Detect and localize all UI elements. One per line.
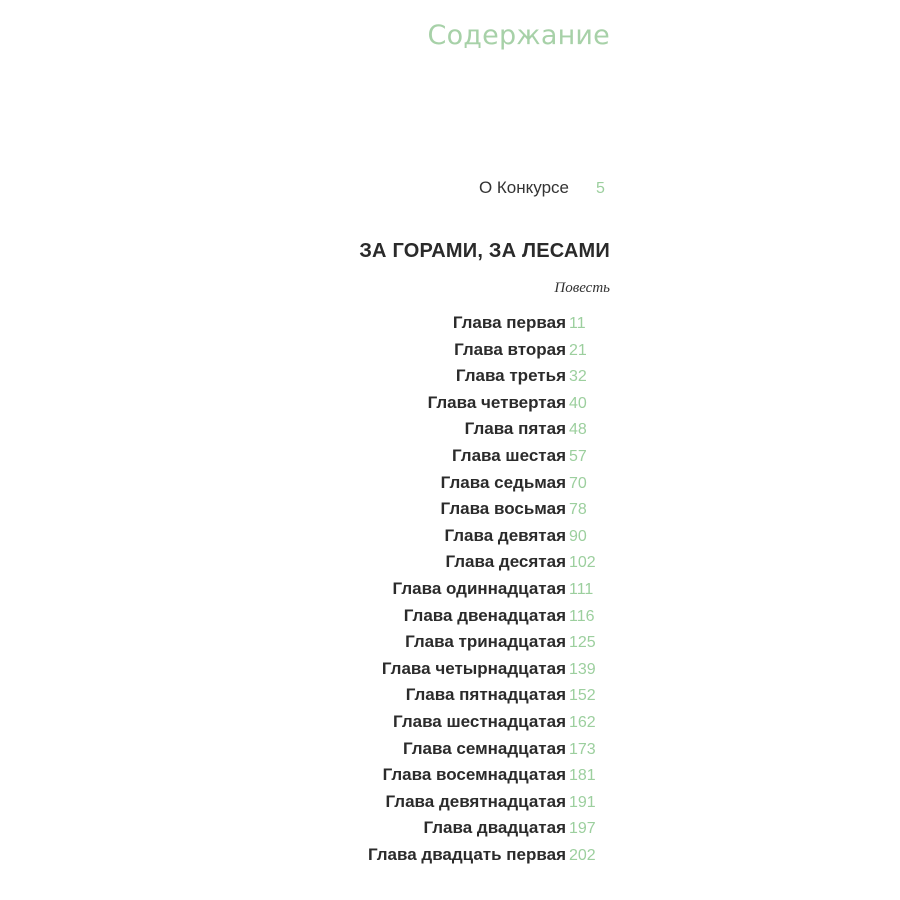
toc-entry <box>0 573 610 599</box>
toc-entry-page: 90 <box>569 527 587 545</box>
toc-entry-page: 202 <box>569 847 596 864</box>
toc-entry-page: 70 <box>569 474 587 492</box>
toc-entry-page: 111 <box>569 581 594 598</box>
toc-entry <box>0 307 610 333</box>
toc-entry-label: Глава восемнадцатая <box>382 765 566 785</box>
toc-entry <box>0 413 610 439</box>
toc-entry <box>0 679 610 705</box>
section-subtitle: Повесть <box>554 280 610 296</box>
toc-entry-intro <box>0 172 610 198</box>
toc-entry <box>0 360 610 386</box>
toc-entry-page: 191 <box>569 793 596 811</box>
toc-entry-page: 5 <box>596 180 605 197</box>
toc-entry-label: Глава седьмая <box>440 472 566 492</box>
toc-entry <box>0 334 610 360</box>
toc-entry <box>0 467 610 493</box>
toc-entry-page: 152 <box>569 687 596 705</box>
page-title: Содержание <box>427 20 610 51</box>
toc-entry <box>0 812 610 838</box>
toc-entry-label: Глава пятнадцатая <box>405 685 566 705</box>
toc-entry-label: Глава десятая <box>445 552 566 572</box>
toc-entry-page: 32 <box>569 368 587 386</box>
toc-entry-label: Глава пятая <box>464 419 566 439</box>
toc-entry <box>0 546 610 572</box>
toc-entry-label: Глава шестая <box>451 446 566 465</box>
toc-entry <box>0 387 610 413</box>
toc-entry <box>0 786 610 812</box>
toc-entry <box>0 440 610 466</box>
toc-entry-label: Глава семнадцатая <box>402 738 566 758</box>
toc-entry-page: 181 <box>569 767 596 785</box>
toc-entry <box>0 759 610 785</box>
toc-entry-page: 102 <box>569 554 596 572</box>
toc-entry-label: Глава третья <box>455 366 566 386</box>
toc-entry-page: 21 <box>569 341 587 359</box>
toc-entry-label: Глава вторая <box>454 339 566 359</box>
toc-entry <box>0 626 610 652</box>
toc-entry <box>0 733 610 759</box>
toc-entry-label: Глава шестнадцатая <box>393 712 566 731</box>
toc-entry-label: Глава первая <box>452 313 566 332</box>
toc-entry-page: 139 <box>569 660 596 678</box>
toc-entry-label: Глава одиннадцатая <box>392 579 566 598</box>
section-heading: ЗА ГОРАМИ, ЗА ЛЕСАМИ <box>359 240 610 262</box>
toc-entry-label: Глава девятая <box>444 525 566 545</box>
toc-entry-page: 40 <box>569 394 587 412</box>
toc-entry-page: 57 <box>569 448 587 465</box>
toc-entry-page: 173 <box>569 740 596 758</box>
toc-entry-page: 48 <box>569 421 587 439</box>
toc-entry-page: 125 <box>569 634 596 652</box>
toc-entry-label: Глава восьмая <box>440 499 566 519</box>
toc-entry-page: 78 <box>569 501 587 519</box>
toc-entry-label: Глава девятнадцатая <box>385 791 566 811</box>
toc-entry-label: Глава четвертая <box>427 392 566 412</box>
toc-entry <box>0 653 610 679</box>
toc-entry <box>0 520 610 546</box>
toc-entry <box>0 839 610 865</box>
toc-entry-label: О Конкурсе <box>478 178 569 197</box>
toc-entry-label: Глава двадцатая <box>423 818 566 838</box>
toc-entry-label: Глава двенадцатая <box>403 605 566 625</box>
toc-entry-page: 11 <box>569 315 586 332</box>
toc-entry-label: Глава четырнадцатая <box>381 658 566 678</box>
toc-entry <box>0 493 610 519</box>
toc-entry-page: 197 <box>569 820 596 838</box>
toc-entry <box>0 706 610 732</box>
toc-entry <box>0 600 610 626</box>
toc-entry-page: 162 <box>569 714 596 731</box>
toc-entry-label: Глава тринадцатая <box>405 632 566 652</box>
toc-entry-label: Глава двадцать первая <box>367 845 566 864</box>
toc-entry-page: 116 <box>569 607 595 625</box>
